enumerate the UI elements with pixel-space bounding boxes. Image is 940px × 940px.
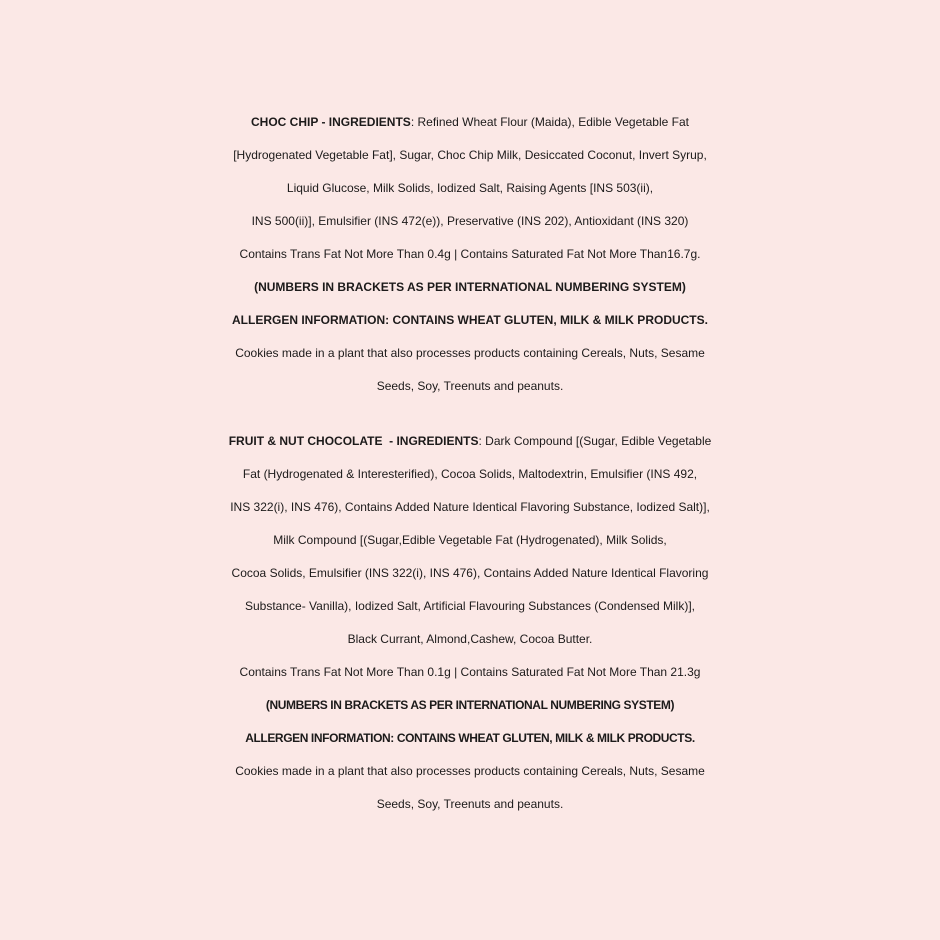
fruit-nut-first-line (0, 425, 940, 458)
fruit-nut-section (0, 425, 940, 821)
choc-chip-numbering-note: (NUMBERS IN BRACKETS AS PER INTERNATIONAL NUMBERING SYSTEM) (254, 280, 686, 294)
choc-chip-plant-note: Seeds, Soy, Treenuts and peanuts. (376, 379, 564, 393)
choc-chip-heading: CHOC CHIP - INGREDIENTS (251, 115, 411, 129)
choc-chip-fat-line: Contains Trans Fat Not More Than 0.4g | Contains Saturated Fat Not More Than16.7g. (239, 247, 701, 261)
fruit-nut-allergen-info: ALLERGEN INFORMATION: CONTAINS WHEAT GLUTEN, MILK & MILK PRODUCTS. (245, 731, 695, 745)
fruit-nut-ingredient-line: Black Currant, Almond,Cashew, Cocoa Butter. (347, 632, 593, 646)
fruit-nut-ingredient-line: INS 322(i), INS 476), Contains Added Nature Identical Flavoring Substance, Iodized Salt)], (230, 500, 710, 514)
choc-chip-ingredient-line: [Hydrogenated Vegetable Fat], Sugar, Choc Chip Milk, Desiccated Coconut, Invert Syrup, (233, 148, 707, 162)
choc-chip-section (0, 106, 940, 403)
choc-chip-ingredient-line: INS 500(ii)], Emulsifier (INS 472(e)), Preservative (INS 202), Antioxidant (INS 320) (251, 214, 689, 228)
choc-chip-allergen-info: ALLERGEN INFORMATION: CONTAINS WHEAT GLUTEN, MILK & MILK PRODUCTS. (232, 313, 708, 327)
fruit-nut-first-text: : Dark Compound [(Sugar, Edible Vegetable (478, 434, 712, 448)
fruit-nut-fat-line: Contains Trans Fat Not More Than 0.1g | Contains Saturated Fat Not More Than 21.3g (239, 665, 701, 679)
fruit-nut-ingredient-line: Cocoa Solids, Emulsifier (INS 322(i), INS 476), Contains Added Nature Identical Flavoring (231, 566, 709, 580)
fruit-nut-plant-note: Seeds, Soy, Treenuts and peanuts. (376, 797, 564, 811)
fruit-nut-ingredient-line: Milk Compound [(Sugar,Edible Vegetable Fat (Hydrogenated), Milk Solids, (273, 533, 667, 547)
choc-chip-first-line (0, 106, 940, 139)
choc-chip-first-text: : Refined Wheat Flour (Maida), Edible Vegetable Fat (410, 115, 689, 129)
choc-chip-plant-note: Cookies made in a plant that also processes products containing Cereals, Nuts, Sesame (235, 346, 705, 360)
fruit-nut-plant-note: Cookies made in a plant that also processes products containing Cereals, Nuts, Sesame (235, 764, 705, 778)
fruit-nut-heading: FRUIT & NUT CHOCOLATE - INGREDIENTS (228, 434, 479, 448)
choc-chip-ingredient-line: Liquid Glucose, Milk Solids, Iodized Salt, Raising Agents [INS 503(ii), (286, 181, 654, 195)
fruit-nut-ingredient-line: Fat (Hydrogenated & Interesterified), Cocoa Solids, Maltodextrin, Emulsifier (INS 492, (242, 467, 698, 481)
fruit-nut-numbering-note: (NUMBERS IN BRACKETS AS PER INTERNATIONAL NUMBERING SYSTEM) (265, 698, 675, 712)
fruit-nut-ingredient-line: Substance- Vanilla), Iodized Salt, Artificial Flavouring Substances (Condensed Milk)], (245, 599, 695, 613)
